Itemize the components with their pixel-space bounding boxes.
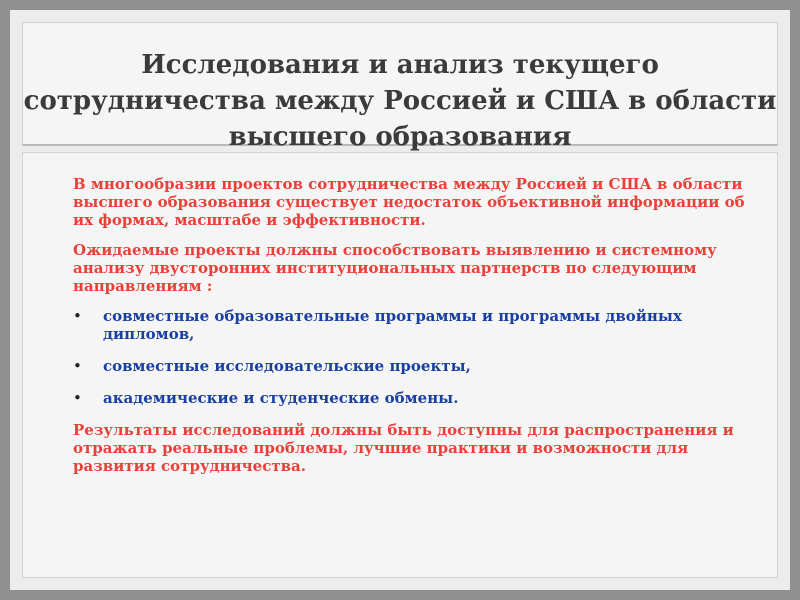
results-paragraph: Результаты исследований должны быть доступны для распространения и отражать реальные проблемы, лучшие практики и возможности для развития сотрудничества.	[73, 421, 734, 475]
title-panel	[22, 22, 778, 152]
bullet-icon: •	[73, 389, 82, 407]
bullet-icon: •	[73, 357, 82, 375]
slide-title	[23, 47, 777, 155]
title-line-2: сотрудничества между Россией и США в области	[23, 86, 777, 116]
list-item	[73, 357, 753, 375]
bullet-icon: •	[73, 307, 82, 325]
slide	[10, 10, 790, 590]
bullet-text: совместные исследовательские проекты,	[103, 357, 471, 375]
list-item	[73, 389, 753, 407]
content-panel	[22, 152, 778, 578]
list-item	[73, 307, 753, 343]
content-body	[73, 175, 753, 487]
expected-projects-paragraph: Ожидаемые проекты должны способствовать выявлению и системному анализу двусторонних институциональных партнерств по следующим направлениям :	[73, 241, 717, 295]
intro-paragraph: В многообразии проектов сотрудничества между Россией и США в области высшего образования существует недостаток объективной информации об их формах, масштабе и эффективности.	[73, 175, 745, 229]
title-line-3: высшего образования	[228, 122, 572, 152]
title-line-1: Исследования и анализ текущего	[141, 50, 659, 80]
bullet-text: совместные образовательные программы и программы двойных дипломов,	[103, 307, 682, 343]
bullet-text: академические и студенческие обмены.	[103, 389, 459, 407]
directions-list	[73, 307, 753, 407]
